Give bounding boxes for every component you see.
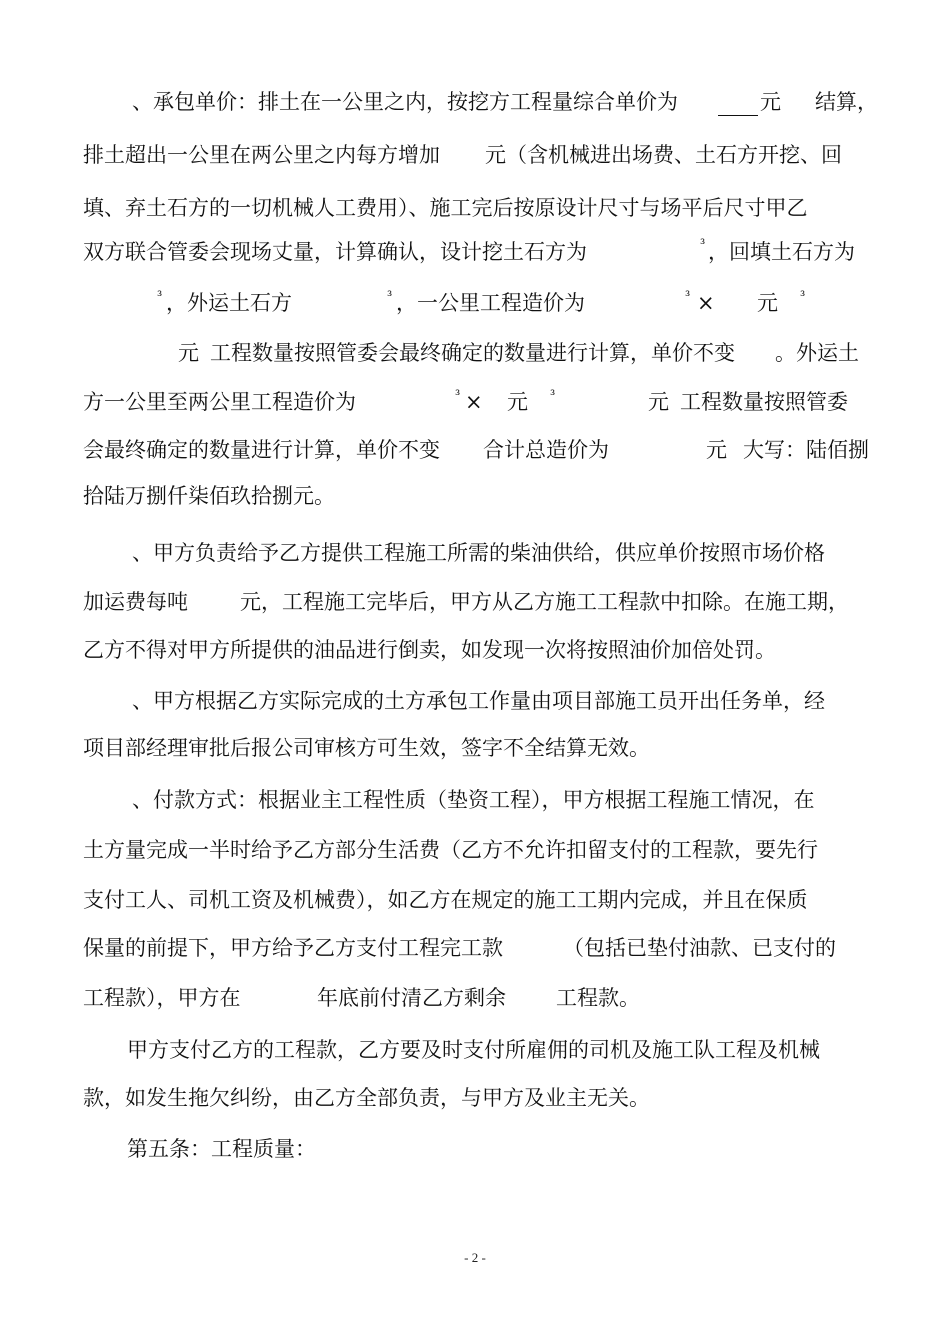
p4-line5-text2: 年底前付清乙方剩余 [317, 986, 506, 1010]
p1-line7-sup2: ³ [550, 388, 556, 403]
p1-line5-unit: 元 [757, 291, 778, 315]
p1-line2-text: 排土超出一公里在两公里之内每方增加 [83, 143, 440, 167]
p1-line5-text: ，外运土石方 [166, 291, 292, 315]
p1-line2-text2: 元（含机械进出场费、土石方开挖、回 [485, 143, 842, 167]
section-heading-article5: 第五条：工程质量： [127, 1137, 316, 1161]
page-number: - 2 - [464, 1250, 486, 1265]
p4-line5-text: 工程款），甲方在 [83, 986, 241, 1010]
p1-line1-unit: 元 [760, 90, 781, 114]
p1-line5-sup1: ³ [157, 289, 163, 304]
p1-line7-times: × [465, 390, 483, 414]
p5-line2-text: 款，如发生拖欠纠纷，由乙方全部负责，与甲方及业主无关。 [83, 1086, 650, 1110]
p4-line2-text: 土方量完成一半时给予乙方部分生活费（乙方不允许扣留支付的工程款，要先行 [83, 838, 818, 862]
p3-line2-text: 项目部经理审批后报公司审核方可生效，签字不全结算无效。 [83, 736, 650, 760]
p1-blank-unit-price [718, 115, 758, 116]
p2-line3-text: 乙方不得对甲方所提供的油品进行倒卖，如发现一次将按照油价加倍处罚。 [83, 638, 776, 662]
p1-line1-end: 结算， [815, 90, 878, 114]
p2-line2-text2: 元，工程施工完毕后，甲方从乙方施工工程款中扣除。在施工期， [240, 590, 849, 614]
p1-line3-text: 填、弃土石方的一切机械人工费用）、施工完后按原设计尺寸与场平后尺寸甲乙 [83, 196, 808, 220]
p1-line7-sup1: ³ [455, 388, 461, 403]
p1-line6-text: 工程数量按照管委会最终确定的数量进行计算，单价不变 [210, 341, 735, 365]
p1-line7-unit2: 元 [648, 390, 669, 414]
p1-line8-unit: 元 [706, 438, 727, 462]
p4-line1-text: 、付款方式：根据业主工程性质（垫资工程），甲方根据工程施工情况，在 [132, 788, 815, 812]
p1-line4-sup: ³ [700, 237, 706, 252]
p1-line7-text2: 工程数量按照管委 [680, 390, 848, 414]
p4-line4-text: 保量的前提下，甲方给予乙方支付工程完工款 [83, 936, 503, 960]
p2-line1-text: 、甲方负责给予乙方提供工程施工所需的柴油供给，供应单价按照市场价格 [132, 541, 825, 565]
p4-line3-text: 支付工人、司机工资及机械费），如乙方在规定的施工工期内完成，并且在保质 [83, 888, 808, 912]
p4-line5-text3: 工程款。 [556, 986, 640, 1010]
p1-line6-text2: 。外运土 [775, 341, 859, 365]
p1-line5-sup2: ³ [387, 289, 393, 304]
p1-line4-text2: ，回填土石方为 [708, 240, 855, 264]
p1-line7-text: 方一公里至两公里工程造价为 [83, 390, 356, 414]
p1-line5-text2: ，一公里工程造价为 [396, 291, 585, 315]
p1-line7-unit: 元 [507, 390, 528, 414]
p2-line2-text: 加运费每吨 [83, 590, 188, 614]
p1-line1-text: 、承包单价：排土在一公里之内，按挖方工程量综合单价为 [132, 90, 678, 114]
p1-line6-unit: 元 [178, 341, 199, 365]
p4-line4-text2: （包括已垫付油款、已支付的 [563, 936, 836, 960]
p5-line1-text: 甲方支付乙方的工程款，乙方要及时支付所雇佣的司机及施工队工程及机械 [127, 1038, 820, 1062]
p1-line5-times: × [697, 291, 715, 315]
p1-line9-text: 拾陆万捌仟柒佰玖拾捌元。 [83, 484, 335, 508]
p1-line8-text3: 大写：陆佰捌 [743, 438, 869, 462]
p1-line8-text: 会最终确定的数量进行计算，单价不变 [83, 438, 440, 462]
p1-line8-text2: 合计总造价为 [483, 438, 609, 462]
p1-line4-text: 双方联合管委会现场丈量，计算确认，设计挖土石方为 [83, 240, 587, 264]
p1-line5-sup4: ³ [800, 289, 806, 304]
p3-line1-text: 、甲方根据乙方实际完成的土方承包工作量由项目部施工员开出任务单，经 [132, 689, 825, 713]
p1-line5-sup3: ³ [685, 289, 691, 304]
